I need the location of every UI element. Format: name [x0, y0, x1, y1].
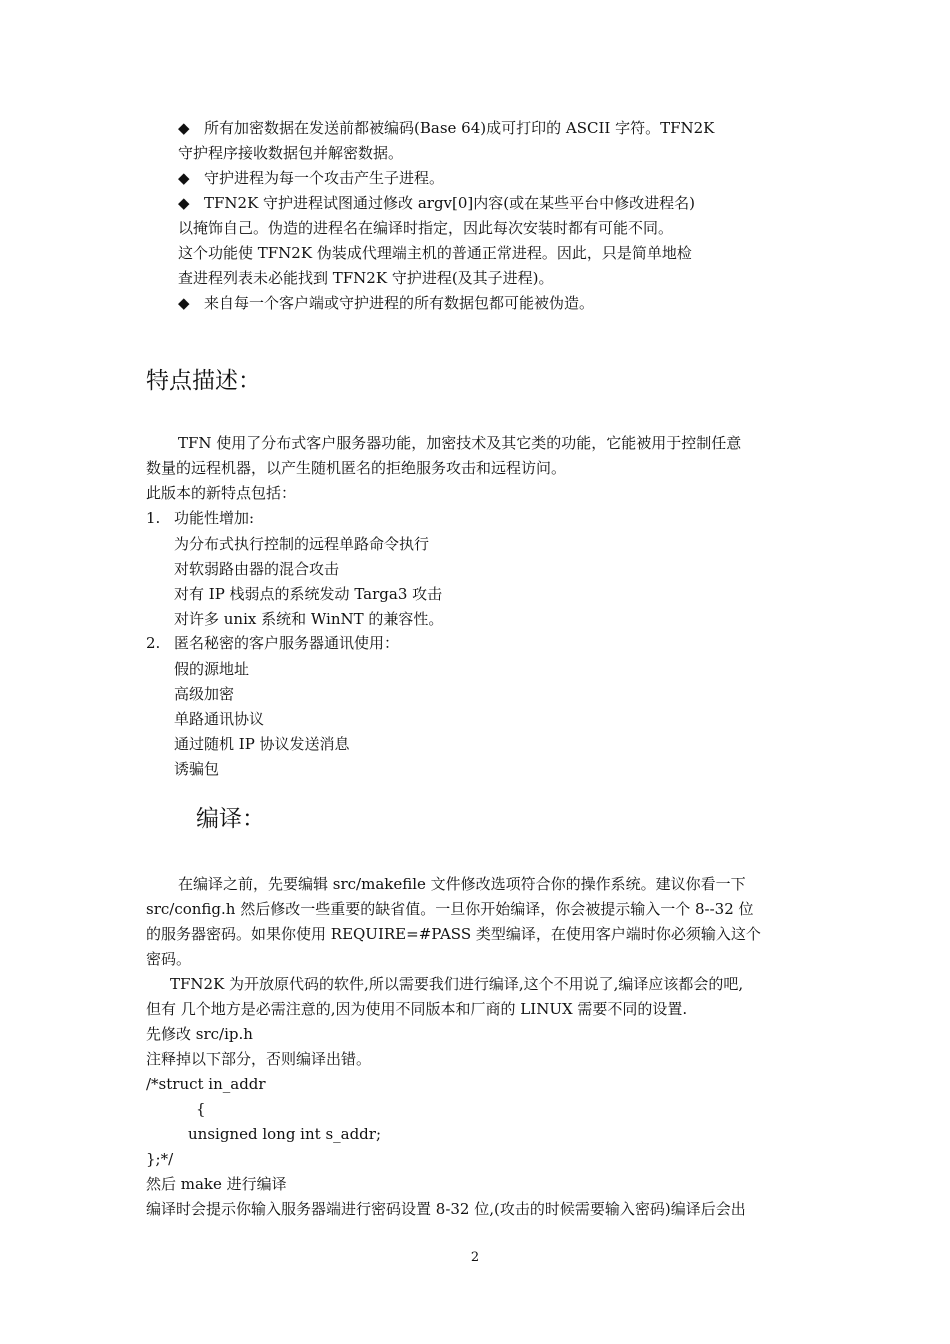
- paragraph-line: 但有 几个地方是必需注意的,因为使用不同版本和厂商的 LINUX 需要不同的设置.: [146, 1000, 688, 1018]
- list-item: 假的源地址: [174, 660, 250, 678]
- text-line: 注释掉以下部分，否则编译出错。: [146, 1050, 372, 1068]
- list-item: 为分布式执行控制的远程单路命令执行: [174, 535, 430, 553]
- code-line: };*/: [146, 1150, 174, 1168]
- code-line: {: [196, 1100, 206, 1118]
- list-item: 单路通讯协议: [174, 710, 265, 728]
- list-item: 通过随机 IP 协议发送消息: [174, 735, 350, 753]
- diamond-bullet-icon: ◆: [178, 294, 190, 312]
- section-heading-features: 特点描述：: [146, 368, 261, 394]
- text-line: 然后 make 进行编译: [146, 1175, 287, 1193]
- text-line: 编译时会提示你输入服务器端进行密码设置 8-32 位,(攻击的时候需要输入密码)编译后会出: [146, 1200, 746, 1218]
- text-line: 这个功能使 TFN2K 伪装成代理端主机的普通正常进程。因此，只是简单地检: [178, 244, 692, 262]
- paragraph-line: 此版本的新特点包括：: [146, 484, 297, 502]
- paragraph-line: 的服务器密码。如果你使用 REQUIRE=#PASS 类型编译，在使用客户端时你必须输入这个: [146, 925, 761, 943]
- list-item: 高级加密: [174, 685, 235, 703]
- bullet-line: ◆ 守护进程为每一个攻击产生子进程。: [178, 169, 445, 187]
- text-line: 以掩饰自己。伪造的进程名在编译时指定，因此每次安装时都有可能不同。: [178, 219, 674, 237]
- numbered-item: 2. 匿名秘密的客户服务器通讯使用：: [146, 634, 400, 652]
- text-line: 先修改 src/ip.h: [146, 1025, 253, 1043]
- list-item: 诱骗包: [174, 760, 220, 778]
- paragraph-line: src/config.h 然后修改一些重要的缺省值。一旦你开始编译，你会被提示输入一个 8--32 位: [146, 900, 754, 918]
- page-number: 2: [470, 1250, 480, 1265]
- text-line: 查进程列表未必能找到 TFN2K 守护进程(及其子进程)。: [178, 269, 554, 287]
- list-item: 对有 IP 栈弱点的系统发动 Targa3 攻击: [174, 585, 443, 603]
- list-item: 对许多 unix 系统和 WinNT 的兼容性。: [174, 610, 444, 628]
- list-item: 对软弱路由器的混合攻击: [174, 560, 340, 578]
- bullet-line: ◆ 所有加密数据在发送前都被编码(Base 64)成可打印的 ASCII 字符。TFN2K: [178, 119, 715, 137]
- diamond-bullet-icon: ◆: [178, 194, 190, 212]
- paragraph-line: 数量的远程机器，以产生随机匿名的拒绝服务攻击和远程访问。: [146, 459, 567, 477]
- bullet-line: ◆ TFN2K 守护进程试图通过修改 argv[0]内容(或在某些平台中修改进程名): [178, 194, 695, 212]
- paragraph-line: TFN2K 为开放原代码的软件,所以需要我们进行编译,这个不用说了,编译应该都会的吧,: [170, 975, 744, 993]
- code-line: /*struct in_addr: [146, 1075, 266, 1093]
- paragraph-line: 密码。: [146, 950, 192, 968]
- diamond-bullet-icon: ◆: [178, 169, 190, 187]
- code-line: unsigned long int s_addr;: [188, 1125, 382, 1143]
- numbered-item: 1. 功能性增加:: [146, 509, 255, 527]
- text-line: 守护程序接收数据包并解密数据。: [178, 144, 404, 162]
- paragraph-line: 在编译之前，先要编辑 src/makefile 文件修改选项符合你的操作系统。建议你看一下: [178, 875, 746, 893]
- bullet-line: ◆ 来自每一个客户端或守护进程的所有数据包都可能被伪造。: [178, 294, 595, 312]
- section-heading-compile: 编译：: [196, 806, 265, 832]
- paragraph-line: TFN 使用了分布式客户服务器功能，加密技术及其它类的功能，它能被用于控制任意: [178, 434, 742, 452]
- diamond-bullet-icon: ◆: [178, 119, 190, 137]
